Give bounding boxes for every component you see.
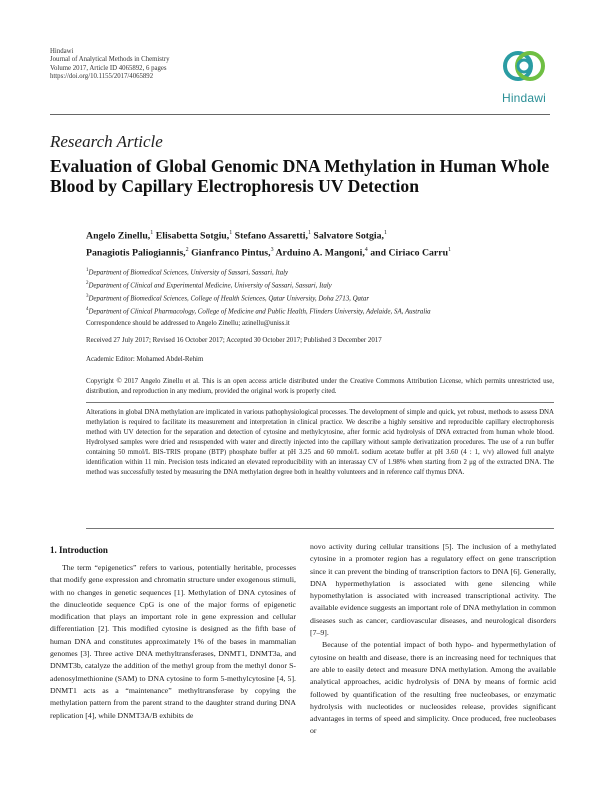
author-affil-sup: 3 [270, 247, 274, 254]
author-affil-sup: 1 [383, 230, 387, 236]
abstract-bottom-rule [86, 528, 554, 529]
author: and Ciriaco Carru [370, 247, 449, 259]
author: Salvatore Sotgia, [313, 230, 384, 242]
academic-editor: Academic Editor: Mohamed Abdel-Rehim [86, 356, 204, 363]
author-affil-sup: 1 [448, 247, 452, 254]
copyright-notice: Copyright © 2017 Angelo Zinellu et al. This is an open access article distributed under the Creative Commons Attribution License, which permits unrestricted use, distribution, and reproduction in any medium, provided the original work is properly cited. [86, 378, 554, 395]
correspondence: Correspondence should be addressed to Angelo Zinellu; azinellu@uniss.it [86, 320, 290, 327]
author: Angelo Zinellu, [86, 230, 151, 242]
author-affil-sup: 1 [229, 230, 233, 236]
volume-info: Volume 2017, Article ID 4065892, 6 pages [50, 64, 167, 72]
body-paragraph: The term “epigenetics” refers to various, potentially heritable, processes that modify gene expression and chromatin structure under exogenous stimuli, with no changes in genetic sequences [1]. Methylation of DNA cytosines of the dinucleotide sequence CpG is one of the major forms of epigenetic modification that plays an important role in gene expression and cellular differentiation [2]. This modified cytosine is designed as the fifth base of human DNA and constitutes approximately 1% of the bases in mammalian genomes [3]. Three active DNA methyltransferases, DNMT1, DNMT3a, and DNMT3b, catalyze the addition of the methyl group from the methyl donor S-adenosylmethionine (SAM) to DNA cytosine to form 5-methylcytosine [4, 5]. DNMT1 acts as a “maintenance” methyltransferase by copying the methylation pattern from the parent strand to the daughter strand during DNA replication [4], while DNMT3A/B exhibits de [50, 563, 296, 720]
affiliation-number: 4 [86, 307, 89, 313]
publication-dates: Received 27 July 2017; Revised 16 October 2017; Accepted 30 October 2017; Published 3 December 2017 [86, 337, 382, 344]
affiliations [86, 266, 556, 318]
affiliation-text: Department of Clinical and Experimental Medicine, University of Sassari, Sassari, Italy [88, 282, 332, 290]
author: Panagiotis Paliogiannis, [86, 247, 186, 259]
author: Gianfranco Pintus, [191, 247, 271, 259]
author: Stefano Assaretti, [234, 230, 308, 242]
hindawi-logo-text: Hindawi [501, 91, 547, 105]
journal-name: Journal of Analytical Methods in Chemistry [50, 56, 170, 64]
affiliation-text: Department of Biomedical Sciences, College of Health Sciences, Qatar University, Doha 2713, Qatar [88, 295, 370, 303]
abstract: Alterations in global DNA methylation are implicated in various pathophysiological processes. The development of simple and quick, yet robust, methods to assess DNA methylation is required to facilitate its measurement and interpretation in clinical practice. We describe a highly sensitive and reproducible capillary electrophoresis method with UV detection for the separation and detection of cytosine and methylcytosine, after formic acid hydrolysis of DNA extracted from human whole blood. Hydrolysed samples were dried and resuspended with water and directly injected into the capillary without sample derivatization procedures. The use of a run buffer containing 50 mmol/L BIS-TRIS propane (BTP) phosphate buffer at pH 3.25 and 60 mmol/L sodium acetate buffer at pH 3.60 (4 : 1, v/v) allowed full analyte identification within 11 min. Precision tests indicated an elevated reproducibility with an interassay CV of 1.98% when starting from 2 μg of the extracted DNA. The method was successfully tested by measuring the DNA methylation degree both in healthy volunteers and in reference calf thymus DNA. [86, 409, 554, 476]
body-paragraph: novo activity during cellular transitions [5]. The inclusion of a methylated cytosine in a promoter region has a regulatory effect on gene transcription since it can prevent the binding of transcription factors to DNA [6]. Generally, DNA hypermethylation is associated with gene silencing while hypomethylation is associated with increased transcriptional activity. The available evidence suggests an important role of DNA methylation in common diseases such as cancer, cardiovascular diseases, and neurological disorders [7–9]. [310, 542, 556, 638]
author-list [86, 226, 556, 261]
author-affil-sup: 1 [307, 230, 311, 236]
paper-title: Evaluation of Global Genomic DNA Methylation in Human Whole Blood by Capillary Electrophoresis UV Detection [50, 156, 550, 196]
author-line-1 [86, 226, 556, 243]
article-type: Research Article [50, 132, 163, 151]
journal-header [50, 48, 170, 81]
section-heading: 1. Introduction [50, 545, 108, 555]
author-line-2 [86, 243, 556, 260]
doi-link[interactable]: https://doi.org/10.1155/2017/4065892 [50, 72, 154, 80]
body-paragraph: Because of the potential impact of both hypo- and hypermethylation of cytosine on health and disease, there is an increasing need for techniques that are able to easily detect and measure DNA methylation. Among the available analytical approaches, acidic hydrolysis of DNA by means of formic acid followed by quantification of the resulting free nucleobases, or enzymatic hydrolysis with nucleotides or nucleosides release, provides significant advantages in terms of speed and simplicity. Once produced, free nucleobases or [310, 640, 556, 736]
affiliation-number: 3 [86, 294, 89, 300]
affiliation [86, 305, 556, 318]
affiliation-number: 2 [86, 281, 89, 287]
affiliation [86, 292, 556, 305]
author-affil-sup: 2 [185, 247, 189, 254]
affiliation [86, 266, 556, 279]
header-divider [50, 114, 550, 115]
author: Arduino A. Mangoni, [275, 247, 365, 259]
author: Elisabetta Sotgiu, [155, 230, 230, 242]
body-column-right [310, 541, 556, 738]
abstract-top-rule [86, 402, 554, 403]
affiliation-number: 1 [86, 268, 89, 273]
publisher-name: Hindawi [50, 48, 74, 55]
affiliation [86, 279, 556, 292]
affiliation-text: Department of Biomedical Sciences, University of Sassari, Sassari, Italy [88, 269, 289, 277]
body-column-left [50, 562, 296, 722]
author-affil-sup: 1 [150, 230, 154, 236]
author-affil-sup: 4 [364, 247, 368, 254]
affiliation-text: Department of Clinical Pharmacology, College of Medicine and Public Health, Flinders University, Adelaide, SA, Australia [88, 308, 431, 316]
